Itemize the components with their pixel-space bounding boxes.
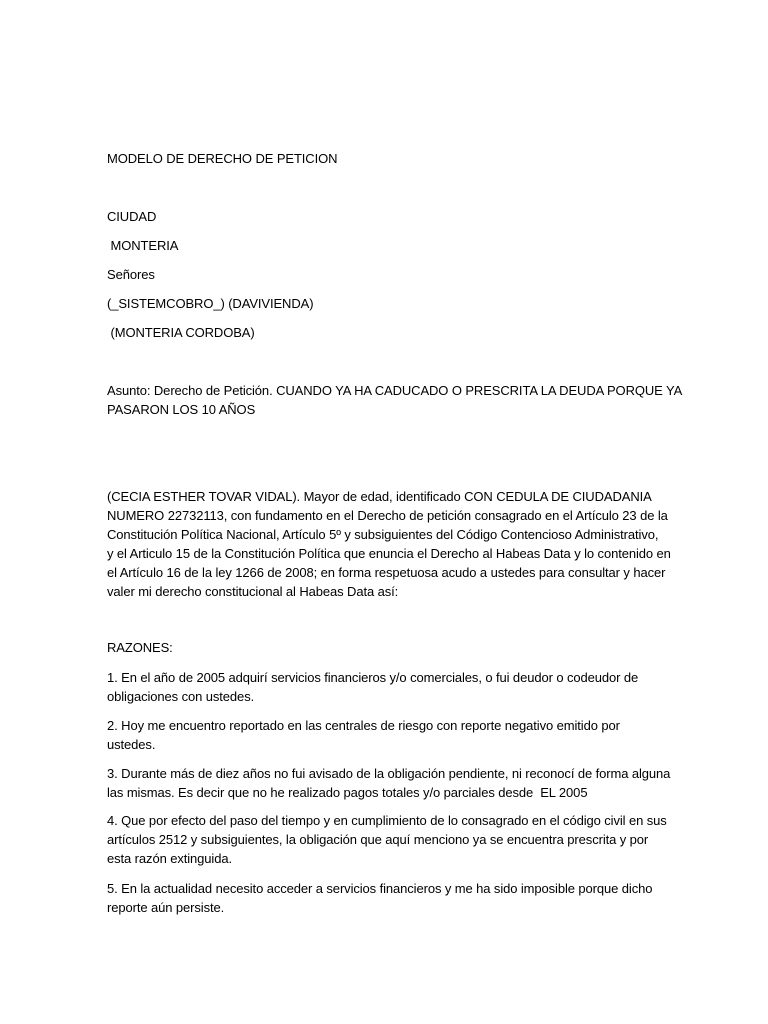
reason-line: ustedes.	[107, 737, 156, 752]
body-line: (CECIA ESTHER TOVAR VIDAL). Mayor de edad, identificado CON CEDULA DE CIUDADANIA	[107, 489, 652, 504]
subject-paragraph	[107, 381, 683, 419]
body-line: el Artículo 16 de la ley 1266 de 2008; en forma respetuosa acudo a ustedes para consultar y hacer	[107, 565, 666, 580]
reason-item-4	[107, 811, 667, 868]
document-title: MODELO DE DERECHO DE PETICION	[107, 151, 338, 166]
reason-item-3	[107, 764, 671, 802]
body-line: Constitución Política Nacional, Artículo 5º y subsiguientes del Código Contencioso Administrativo,	[107, 527, 659, 542]
reason-line: artículos 2512 y subsiguientes, la obligación que aquí menciono ya se encuentra prescrita y por	[107, 832, 649, 847]
reason-item-5	[107, 879, 653, 917]
city-label: CIUDAD	[107, 209, 157, 224]
reason-line: obligaciones con ustedes.	[107, 689, 255, 704]
reason-line: 1. En el año de 2005 adquirí servicios financieros y/o comerciales, o fui deudor o codeudor de	[107, 670, 639, 685]
city-value: MONTERIA	[107, 238, 179, 253]
reasons-heading: RAZONES:	[107, 640, 173, 655]
reason-line: esta razón extinguida.	[107, 851, 232, 866]
reason-item-1	[107, 668, 647, 706]
reason-line: 3. Durante más de diez años no fui avisado de la obligación pendiente, ni reconocí de forma alguna	[107, 766, 671, 781]
reason-line: reporte aún persiste.	[107, 900, 225, 915]
reason-line: 2. Hoy me encuentro reportado en las centrales de riesgo con reporte negativo emitido por	[107, 718, 620, 733]
body-line: NUMERO 22732113, con fundamento en el Derecho de petición consagrado en el Artículo 23 de la	[107, 508, 668, 523]
body-line: y el Articulo 15 de la Constitución Política que enuncia el Derecho al Habeas Data y lo contenido en	[107, 546, 671, 561]
reason-line: las mismas. Es decir que no he realizado pagos totales y/o parciales desde EL 2005	[107, 785, 588, 800]
body-paragraph	[107, 487, 671, 601]
salutation: Señores	[107, 267, 155, 282]
recipient-line-1: (_SISTEMCOBRO_) (DAVIVIENDA)	[107, 296, 314, 311]
reason-line: 4. Que por efecto del paso del tiempo y en cumplimiento de lo consagrado en el código civil en sus	[107, 813, 667, 828]
subject-line: PASARON LOS 10 AÑOS	[107, 402, 256, 417]
reason-item-2	[107, 716, 647, 754]
recipient-line-2: (MONTERIA CORDOBA)	[107, 325, 255, 340]
reason-line: 5. En la actualidad necesito acceder a servicios financieros y me ha sido imposible porque dicho	[107, 881, 653, 896]
subject-line: Asunto: Derecho de Petición. CUANDO YA HA CADUCADO O PRESCRITA LA DEUDA PORQUE YA	[107, 383, 683, 398]
body-line: valer mi derecho constitucional al Habeas Data así:	[107, 584, 399, 599]
